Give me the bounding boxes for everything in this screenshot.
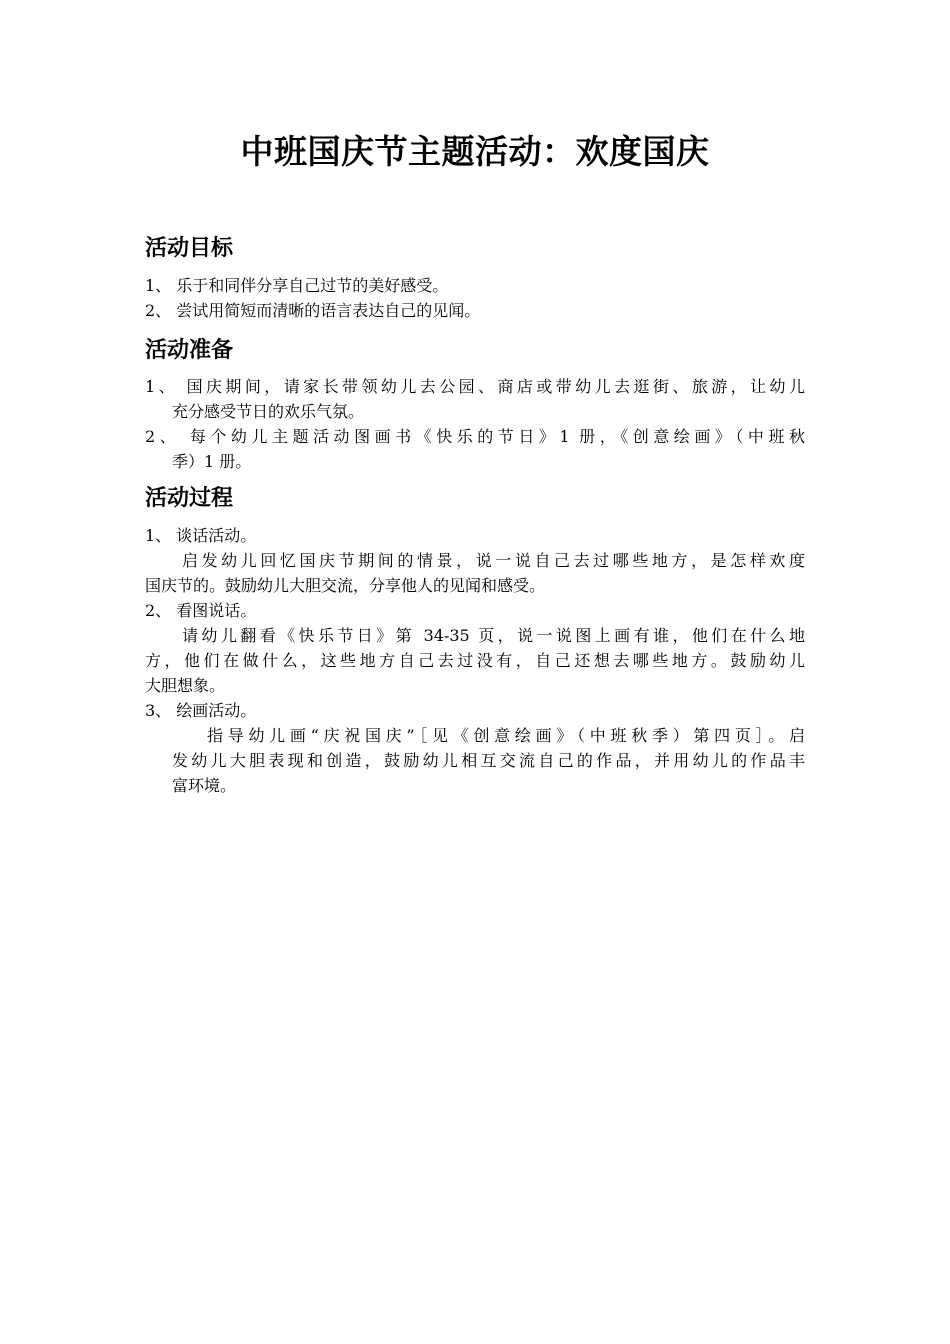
section-heading-process: 活动过程	[145, 486, 234, 511]
process-step-line: 启发幼儿回忆国庆节期间的情景，说一说自己去过哪些地方，是怎样欢度	[182, 551, 805, 570]
process-step-line: 方，他们在做什么，这些地方自己去过没有，自己还想去哪些地方。鼓励幼儿	[145, 651, 805, 670]
goal-item: 1、 乐于和同伴分享自己过节的美好感受。	[145, 276, 449, 295]
process-step-line: 请幼儿翻看《快乐节日》第 34-35 页，说一说图上画有谁，他们在什么地	[182, 626, 805, 645]
process-step-line: 国庆节的。鼓励幼儿大胆交流，分享他人的见闻和感受。	[145, 576, 546, 595]
document-title: 中班国庆节主题活动：欢度国庆	[240, 132, 710, 171]
process-step-line: 富环境。	[172, 776, 237, 795]
preparation-item-line: 2、 每个幼儿主题活动图画书《快乐的节日》1 册，《创意绘画》（中班秋	[145, 427, 805, 446]
goal-item: 2、 尝试用简短而清晰的语言表达自己的见闻。	[145, 301, 481, 320]
section-heading-goals: 活动目标	[145, 236, 234, 261]
process-step-line: 发幼儿大胆表现和创造，鼓励幼儿相互交流自己的作品，并用幼儿的作品丰	[172, 751, 805, 770]
preparation-item-line: 充分感受节日的欢乐气氛。	[172, 402, 365, 421]
process-step-line: 大胆想象。	[145, 676, 226, 695]
section-heading-preparation: 活动准备	[145, 338, 234, 363]
preparation-item-line: 季）1 册。	[172, 452, 252, 471]
process-step-label: 3、 绘画活动。	[145, 701, 257, 720]
process-step-line: 指导幼儿画“庆祝国庆”［见《创意绘画》（中班秋季）第四页］。启	[207, 726, 805, 745]
preparation-item-line: 1、 国庆期间，请家长带领幼儿去公园、商店或带幼儿去逛街、旅游，让幼儿	[145, 377, 805, 396]
process-step-label: 1、 谈话活动。	[145, 526, 257, 545]
process-step-label: 2、 看图说话。	[145, 601, 257, 620]
